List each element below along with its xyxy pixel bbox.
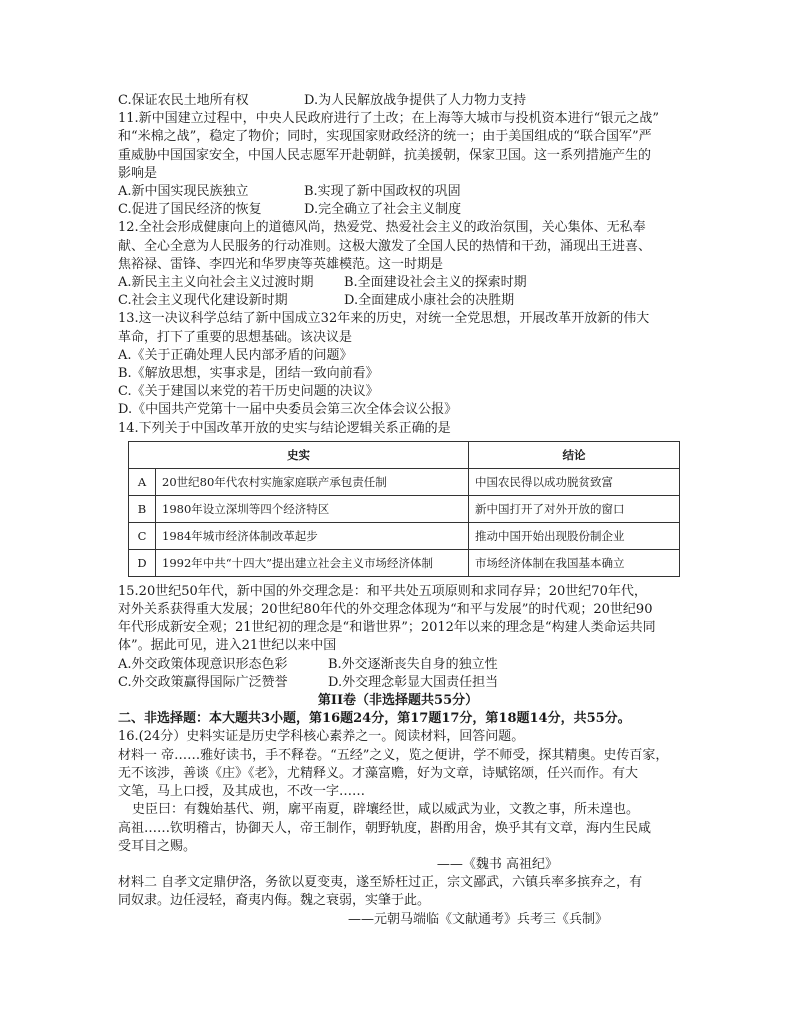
q12-option-b: B.全面建设社会主义的探索时期 <box>344 275 527 291</box>
q15-stem-line: 体”。据此可见，进入21世纪以来中国 <box>118 638 337 654</box>
section-heading: 二、非选择题：本大题共3小题，第16题24分，第17题17分，第18题14分，共55分。 <box>118 711 631 727</box>
table-header-conclusion: 结论 <box>469 441 680 468</box>
exam-page <box>118 92 678 929</box>
row-fact: 1984年城市经济体制改革起步 <box>156 522 469 549</box>
table-row <box>129 468 680 495</box>
q15-stem-line: 15.20世纪50年代，新中国的外交理念是：和平共处五项原则和求同存异；20世纪70年代， <box>118 583 647 599</box>
q12-stem-line: 焦裕禄、雷锋、李四光和华罗庚等英雄模范。这一时期是 <box>118 256 444 272</box>
row-label: C <box>129 522 156 549</box>
q13-stem-line: 13.这一决议科学总结了新中国成立32年来的历史，对统一全党思想，开展改革开放新的伟大 <box>118 311 650 327</box>
row-conclusion: 新中国打开了对外开放的窗口 <box>469 495 680 522</box>
material-1-line: 材料一 帝……雅好读书，手不释卷。“五经”之义，览之便讲，学不师受，探其精奥。史传百家， <box>118 747 669 763</box>
material-1-line: 文笔，马上口授，及其成也，不改一字…… <box>118 784 366 800</box>
q15-options-cd <box>118 674 678 692</box>
q13-stem-line: 革命，打下了重要的思想基础。该决议是 <box>118 329 353 345</box>
q11-option-d: D.完全确立了社会主义制度 <box>304 202 462 218</box>
q15-stem-line: 对外关系获得重大发展；20世纪80年代的外交理念体现为“和平与发展”的时代观；20世纪90 <box>118 602 653 618</box>
q10-option-d: D.为人民解放战争提供了人力物力支持 <box>304 93 527 108</box>
q12-option-d: D.全面建成小康社会的决胜期 <box>344 293 515 309</box>
q12-options-ab <box>118 274 678 292</box>
q11-stem-line: 11.新中国建立过程中，中央人民政府进行了土改；在上海等大城市与投机资本进行“银元之战” <box>118 111 659 127</box>
table-row <box>129 522 680 549</box>
q11-options-ab <box>118 183 678 201</box>
question-13 <box>118 310 678 419</box>
q12-option-c: C.社会主义现代化建设新时期 <box>118 293 288 309</box>
q12-option-a: A.新民主主义向社会主义过渡时期 <box>118 275 314 291</box>
q13-option-a: A.《关于正确处理人民内部矛盾的问题》 <box>118 347 353 363</box>
row-conclusion: 市场经济体制在我国基本确立 <box>469 549 680 576</box>
question-16 <box>118 728 678 928</box>
q15-options-ab <box>118 656 678 674</box>
table-header-fact: 史实 <box>129 441 469 468</box>
q10-options <box>118 92 678 110</box>
q13-option-b: B.《解放思想，实事求是，团结一致向前看》 <box>118 366 379 382</box>
row-fact: 1992年中共“十四大”提出建立社会主义市场经济体制 <box>156 549 469 576</box>
q11-stem-line: 和“米棉之战”，稳定了物价；同时，实现国家财政经济的统一；由于美国组成的“联合国军”严 <box>118 129 652 145</box>
material-1-line: 史臣曰：有魏始基代、朔，廓平南夏，辟壤经世，咸以威武为业，文教之事，所未遑也。 <box>132 802 640 818</box>
material-1-source: ——《魏书 高祖纪》 <box>436 856 558 872</box>
question-12 <box>118 219 678 310</box>
material-2-line: 材料二 自孝文定鼎伊洛，务欲以夏变夷，遂至矫枉过正，宗文鄙武，六镇兵率多摈弃之，有 <box>118 875 643 891</box>
q16-stem: 16.(24分）史料实证是历史学科核心素养之一。阅读材料，回答问题。 <box>118 729 525 745</box>
material-1-line: 高祖……钦明稽古，协御天人，帝王制作，朝野轨度，斟酌用舍，焕乎其有文章，海内生民咸 <box>118 820 652 836</box>
q15-option-c: C.外交政策赢得国际广泛赞誉 <box>118 674 288 690</box>
q11-option-b: B.实现了新中国政权的巩固 <box>304 184 461 200</box>
material-2-source: ——元朝马端临《文献通考》兵考三《兵制》 <box>347 911 608 927</box>
part2-title: 第II卷（非选择题共55分） <box>317 693 479 709</box>
q11-options-cd <box>118 201 678 219</box>
question-14 <box>118 420 678 577</box>
question-15 <box>118 583 678 692</box>
q15-option-d: D.外交理念彰显大国责任担当 <box>328 674 499 690</box>
q11-stem-line: 影响是 <box>118 165 158 181</box>
q12-options-cd <box>118 292 678 310</box>
q13-option-c: C.《关于建国以来党的若干历史问题的决议》 <box>118 384 379 400</box>
row-label: D <box>129 549 156 576</box>
row-fact: 1980年设立深圳等四个经济特区 <box>156 495 469 522</box>
q15-option-a: A.外交政策体现意识形态色彩 <box>118 656 288 672</box>
row-label: B <box>129 495 156 522</box>
q15-stem-line: 年代形成新安全观；21世纪初的理念是“和谐世界”；2012年以来的理念是“构建人类命运共同 <box>118 620 656 636</box>
row-conclusion: 中国农民得以成功脱贫致富 <box>469 468 680 495</box>
q13-option-d: D.《中国共产党第十一届中央委员会第三次全体会议公报》 <box>118 402 458 418</box>
table-header-row <box>129 441 680 468</box>
table-row <box>129 495 680 522</box>
q14-table <box>128 441 680 577</box>
q10-option-c: C.保证农民土地所有权 <box>118 93 249 108</box>
q11-option-c: C.促进了国民经济的恢复 <box>118 202 262 218</box>
q11-option-a: A.新中国实现民族独立 <box>118 184 249 200</box>
material-2-line: 同奴隶。边任浸轻，裔夷内侮。魏之衰弱，实肇于此。 <box>118 893 431 909</box>
table-row <box>129 549 680 576</box>
row-label: A <box>129 468 156 495</box>
q12-stem-line: 12.全社会形成健康向上的道德风尚，热爱党、热爱社会主义的政治氛围，关心集体、无私奉 <box>118 220 646 236</box>
q12-stem-line: 献、全心全意为人民服务的行动准则。这极大激发了全国人民的热情和干劲，涌现出王进喜、 <box>118 238 652 254</box>
q11-stem-line: 重威胁中国国家安全，中国人民志愿军开赴朝鲜，抗美援朝，保家卫国。这一系列措施产生的 <box>118 147 652 163</box>
material-1-line: 无不该涉，善谈《庄》《老》，尤精释义。才藻富赡，好为文章，诗赋铭颂，任兴而作。有大 <box>118 765 639 781</box>
row-fact: 20世纪80年代农村实施家庭联产承包责任制 <box>156 468 469 495</box>
q15-option-b: B.外交逐渐丧失自身的独立性 <box>328 656 498 672</box>
material-1-line: 受耳目之赐。 <box>118 838 197 854</box>
row-conclusion: 推动中国开始出现股份制企业 <box>469 522 680 549</box>
question-11 <box>118 110 678 219</box>
q14-stem: 14.下列关于中国改革开放的史实与结论逻辑关系正确的是 <box>118 420 451 436</box>
